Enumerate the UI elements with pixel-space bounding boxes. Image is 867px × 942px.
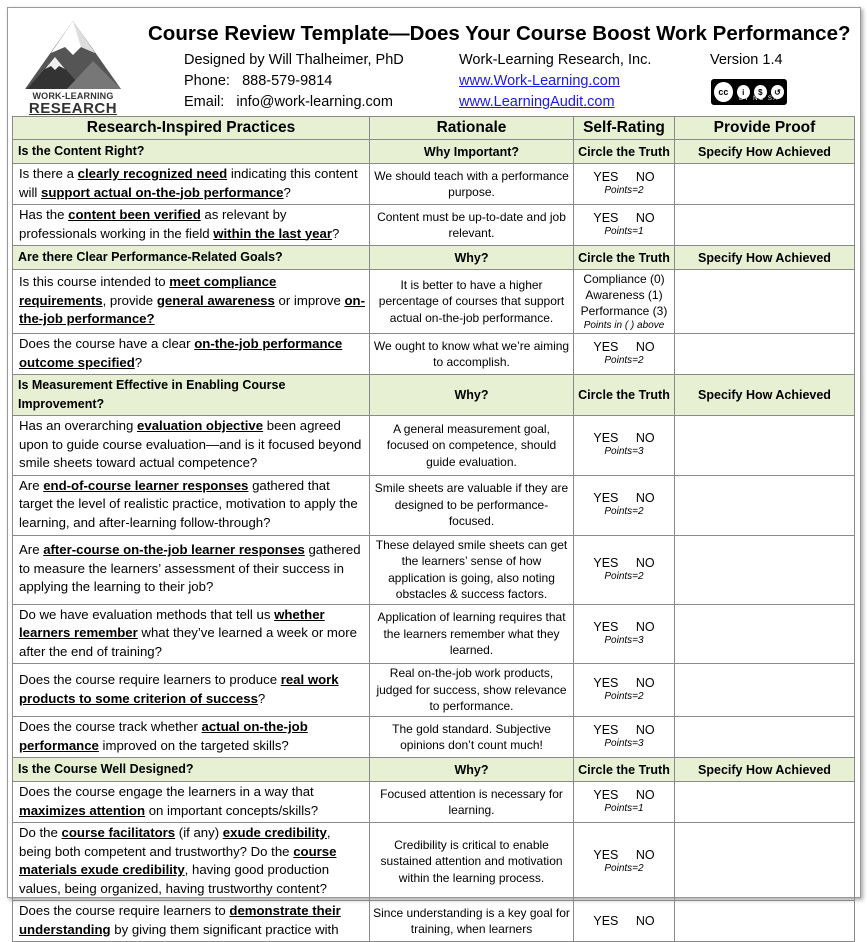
points-label: Points=3 — [604, 738, 644, 749]
points-label: Points=2 — [604, 691, 644, 702]
proof-cell[interactable] — [675, 164, 855, 205]
question-text: Do we have evaluation methods that tell us — [19, 606, 275, 622]
question-emphasis: course facilitators — [61, 825, 176, 840]
practice-question — [13, 205, 370, 246]
points-label: Points=2 — [604, 570, 644, 582]
creative-commons-badge[interactable] — [711, 79, 787, 105]
practice-question — [13, 604, 370, 664]
section-proof-header: Specify How Achieved — [675, 375, 855, 416]
question-text: Does the course engage the learners in a way that — [19, 784, 314, 799]
sharealike-icon: ↺ — [770, 84, 785, 100]
license-label: BY NC SA — [739, 96, 779, 102]
question-text: ? — [257, 690, 266, 706]
question-emphasis: on-the-job performance outcome specified — [19, 336, 343, 370]
proof-cell[interactable] — [675, 901, 855, 942]
noncommercial-icon: $ — [753, 84, 768, 100]
self-rating-cell[interactable] — [574, 782, 675, 823]
question-emphasis: whether learners remember — [19, 606, 325, 640]
proof-cell[interactable] — [675, 270, 855, 334]
email-label: Email: — [184, 94, 225, 110]
section-proof-header: Specify How Achieved — [675, 246, 855, 270]
table-row — [13, 334, 855, 375]
logo-line2: RESEARCH — [28, 100, 118, 117]
section-title: Is the Course Well Designed? — [13, 758, 370, 782]
table-row — [13, 416, 855, 476]
practice-question — [13, 270, 370, 334]
yes-no-choice[interactable]: YES NO — [593, 555, 655, 570]
question-text: gathered that target the level of realistic practice, motivation to apply the learning, and after-learning follow-through? — [19, 477, 358, 530]
question-emphasis: course materials exude credibility — [19, 843, 337, 877]
work-learning-link[interactable]: www.Work-Learning.com — [459, 73, 620, 89]
rating-option[interactable]: Awareness (1) — [585, 287, 663, 302]
points-label: Points in ( ) above — [583, 319, 665, 331]
question-text: Does the course require learners to — [19, 903, 230, 918]
section-rationale-header: Why Important? — [370, 140, 574, 164]
phone-line — [184, 73, 332, 89]
proof-cell[interactable] — [675, 717, 855, 758]
column-header-row — [13, 117, 855, 140]
practice-question — [13, 535, 370, 604]
question-emphasis: after-course on-the-job learner responses — [43, 542, 305, 558]
section-header-row — [13, 375, 855, 416]
question-text: ? — [332, 225, 340, 241]
self-rating-cell[interactable] — [574, 205, 675, 246]
question-emphasis: on-the-job performance? — [19, 292, 365, 327]
question-text: Is this course intended to — [19, 274, 170, 290]
question-text: Do the — [19, 825, 62, 840]
rationale-text: We should teach with a performance purpose. — [370, 164, 574, 205]
question-emphasis: actual on-the-job performance — [19, 719, 308, 753]
self-rating-cell[interactable] — [574, 270, 675, 334]
question-text: by giving them significant practice with — [110, 921, 339, 937]
practice-question — [13, 901, 370, 942]
self-rating-cell[interactable] — [574, 604, 675, 664]
question-text: Are — [19, 542, 44, 558]
column-header-proof: Provide Proof — [675, 117, 855, 140]
question-text: Does the course track whether — [19, 719, 202, 734]
yes-no-choice[interactable]: YES NO — [593, 788, 655, 802]
table-row — [13, 717, 855, 758]
attribution-icon: i — [736, 84, 751, 100]
table-row — [13, 205, 855, 246]
learning-audit-link[interactable]: www.LearningAudit.com — [459, 94, 615, 110]
yes-no-choice[interactable]: YES NO — [593, 847, 655, 862]
question-text: Is there a — [19, 166, 78, 181]
table-row — [13, 604, 855, 664]
proof-cell[interactable] — [675, 334, 855, 375]
yes-no-choice[interactable]: YES NO — [593, 211, 655, 225]
question-text: , provide — [102, 292, 157, 308]
email-line — [184, 94, 393, 110]
practice-question — [13, 782, 370, 823]
mountain-logo-icon — [21, 17, 125, 91]
rationale-text: Content must be up-to-date and job relevant. — [370, 205, 574, 246]
self-rating-cell[interactable] — [574, 475, 675, 535]
question-text: or improve — [274, 292, 345, 308]
yes-no-choice[interactable]: YES NO — [593, 170, 655, 184]
points-label: Points=2 — [604, 862, 644, 874]
version-label: Version 1.4 — [710, 52, 783, 68]
rationale-text: Credibility is critical to enable sustained attention and motivation within the learning process. — [370, 823, 574, 901]
yes-no-choice[interactable]: YES NO — [593, 723, 655, 737]
question-emphasis: content been verified — [68, 207, 201, 222]
column-header-self-rating: Self-Rating — [574, 117, 675, 140]
section-header-row — [13, 758, 855, 782]
question-text: what they’ve learned a week or more after the end of training? — [19, 625, 357, 659]
yes-no-choice[interactable]: YES NO — [593, 340, 655, 354]
section-title: Is the Content Right? — [13, 140, 370, 164]
question-emphasis: meet compliance requirements — [19, 274, 277, 308]
question-text: ? — [134, 354, 143, 370]
practice-question — [13, 664, 370, 717]
rating-option[interactable]: Performance (3) — [580, 303, 668, 318]
table-row — [13, 535, 855, 604]
practice-question — [13, 334, 370, 375]
self-rating-cell[interactable] — [574, 717, 675, 758]
question-emphasis: general awareness — [156, 292, 275, 308]
company-name: Work-Learning Research, Inc. — [459, 52, 652, 68]
proof-cell[interactable] — [675, 782, 855, 823]
points-label: Points=2 — [604, 185, 644, 196]
proof-cell[interactable] — [675, 205, 855, 246]
rationale-text: Real on-the-job work products, judged for success, show relevance to performance. — [370, 664, 574, 717]
document-header — [8, 8, 860, 116]
rationale-text: The gold standard. Subjective opinions don’t count much! — [370, 717, 574, 758]
table-row — [13, 823, 855, 901]
section-title: Is Measurement Effective in Enabling Course Improvement? — [13, 375, 370, 416]
self-rating-cell[interactable] — [574, 164, 675, 205]
section-proof-header: Specify How Achieved — [675, 758, 855, 782]
rationale-text: Since understanding is a key goal for training, when learners — [370, 901, 574, 942]
proof-cell[interactable] — [675, 604, 855, 664]
question-text: Does the course have a clear — [19, 336, 195, 351]
table-body — [13, 140, 855, 942]
section-title: Are there Clear Performance-Related Goals? — [13, 246, 370, 270]
practice-question — [13, 717, 370, 758]
question-emphasis: maximizes attention — [19, 802, 146, 818]
question-emphasis: demonstrate their understanding — [19, 903, 341, 937]
proof-cell[interactable] — [675, 535, 855, 604]
yes-no-choice[interactable]: YES NO — [593, 914, 655, 928]
question-emphasis: exude credibility — [222, 825, 327, 840]
proof-cell[interactable] — [675, 416, 855, 476]
phone-number: 888-579-9814 — [242, 73, 333, 89]
points-label: Points=3 — [604, 634, 644, 646]
section-rationale-header: Why? — [370, 375, 574, 416]
self-rating-cell[interactable] — [574, 823, 675, 901]
practice-question — [13, 164, 370, 205]
email-address[interactable]: info@work-learning.com — [236, 94, 393, 110]
question-emphasis: clearly recognized need — [77, 166, 228, 181]
work-learning-logo — [21, 17, 125, 117]
rationale-text: It is better to have a higher percentage of courses that support actual on-the-job performance. — [370, 270, 574, 334]
yes-no-choice[interactable]: YES NO — [593, 431, 655, 446]
question-text: improved on the targeted skills? — [98, 737, 289, 753]
rationale-text: Application of learning requires that the learners remember what they learned. — [370, 604, 574, 664]
question-emphasis: within the last year — [213, 225, 332, 241]
page-title: Course Review Template—Does Your Course Boost Work Performance? — [148, 22, 851, 45]
phone-label: Phone: — [184, 73, 230, 89]
rationale-text: These delayed smile sheets can get the learners’ sense of how application is going, also noting obstacles & success factors. — [370, 535, 574, 604]
question-text: gathered to measure the learners’ assessment of their success in applying the learning to their job? — [19, 542, 361, 595]
question-text: (if any) — [175, 825, 223, 840]
review-table — [12, 116, 855, 942]
table-row — [13, 901, 855, 942]
question-text: , having good production values, being organized, having trustworthy content? — [19, 862, 330, 896]
rationale-text: We ought to know what we’re aiming to accomplish. — [370, 334, 574, 375]
points-label: Points=1 — [604, 803, 644, 814]
question-text: indicating this content will — [19, 166, 358, 200]
yes-no-choice[interactable]: YES NO — [593, 676, 655, 690]
question-text: Has the — [19, 207, 69, 222]
practice-question — [13, 475, 370, 535]
question-text: been agreed upon to guide course evaluation—and is it focused beyond smile sheets toward actual competence? — [19, 418, 362, 470]
section-header-row — [13, 246, 855, 270]
section-proof-header: Specify How Achieved — [675, 140, 855, 164]
section-rationale-header: Why? — [370, 246, 574, 270]
question-text: ? — [283, 184, 291, 200]
question-emphasis: real work products to some criterion of success — [19, 672, 339, 706]
points-label: Points=3 — [604, 446, 644, 458]
table-row — [13, 270, 855, 334]
logo-line1: WORK-LEARNING — [32, 91, 114, 101]
rating-option[interactable]: Compliance (0) — [583, 271, 665, 286]
section-rationale-header: Why? — [370, 758, 574, 782]
self-rating-cell[interactable] — [574, 535, 675, 604]
rationale-text: Focused attention is necessary for learning. — [370, 782, 574, 823]
table-row — [13, 782, 855, 823]
section-header-row — [13, 140, 855, 164]
question-emphasis: evaluation objective — [137, 418, 264, 433]
column-header-practices: Research-Inspired Practices — [13, 117, 370, 140]
self-rating-cell[interactable] — [574, 664, 675, 717]
question-text: Has an overarching — [19, 418, 138, 433]
section-rating-header: Circle the Truth — [574, 140, 675, 164]
practice-question — [13, 416, 370, 476]
yes-no-choice[interactable]: YES NO — [593, 619, 655, 634]
question-text: Are — [19, 477, 44, 493]
proof-cell[interactable] — [675, 823, 855, 901]
column-header-rationale: Rationale — [370, 117, 574, 140]
proof-cell[interactable] — [675, 475, 855, 535]
section-rating-header: Circle the Truth — [574, 375, 675, 416]
question-text: Does the course require learners to produce — [19, 672, 281, 687]
question-text: on important concepts/skills? — [145, 802, 319, 818]
table-row — [13, 475, 855, 535]
document-page — [7, 7, 861, 937]
practice-question — [13, 823, 370, 901]
self-rating-cell[interactable] — [574, 416, 675, 476]
question-text: as relevant by professionals working in the field — [19, 207, 287, 241]
section-rating-header: Circle the Truth — [574, 246, 675, 270]
self-rating-cell[interactable] — [574, 334, 675, 375]
self-rating-cell[interactable] — [574, 901, 675, 942]
section-rating-header: Circle the Truth — [574, 758, 675, 782]
question-emphasis: support actual on-the-job performance — [40, 184, 284, 200]
table-row — [13, 664, 855, 717]
rationale-text: A general measurement goal, focused on competence, should guide evaluation. — [370, 416, 574, 476]
cc-icon: cc — [713, 81, 734, 103]
rationale-text: Smile sheets are valuable if they are designed to be performance-focused. — [370, 475, 574, 535]
points-label: Points=1 — [604, 226, 644, 237]
question-emphasis: end-of-course learner responses — [43, 477, 249, 493]
yes-no-choice[interactable]: YES NO — [593, 491, 655, 505]
question-text: , being both competent and trustworthy? Do the — [19, 825, 331, 859]
points-label: Points=2 — [604, 355, 644, 366]
points-label: Points=2 — [604, 506, 644, 517]
proof-cell[interactable] — [675, 664, 855, 717]
table-row — [13, 164, 855, 205]
designer-credit: Designed by Will Thalheimer, PhD — [184, 52, 404, 68]
